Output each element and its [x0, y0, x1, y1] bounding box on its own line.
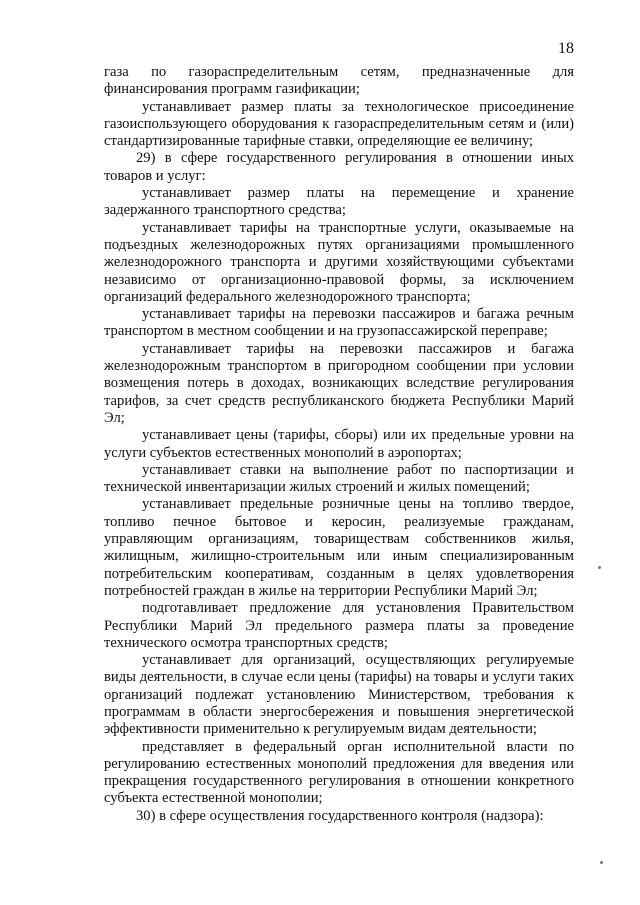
paragraph-suburban-rail-tariffs: устанавливает тарифы на перевозки пассажиров и багажа железнодорожным транспортом в пригородном сообщении при условии возмещения потерь в доходах, возникающих вследствие регулирования тарифов, за счет средств республиканского бюджета Республики Марий Эл;	[104, 340, 574, 426]
paragraph-technical-inspection-fee: подготавливает предложение для установления Правительством Республики Марий Эл предельного размера платы за проведение технического осмотра транспортных средств;	[104, 600, 574, 651]
scan-speck	[600, 861, 603, 864]
paragraph-passportization-rates: устанавливает ставки на выполнение работ по паспортизации и технической инвентаризации жилых строений и жилых помещений;	[104, 461, 574, 496]
item-29-heading: 29) в сфере государственного регулирования в отношении иных товаров и услуг:	[104, 150, 574, 184]
paragraph-monopoly-regulation-proposals: представляет в федеральный орган исполнительной власти по регулированию естественных монополий предложения для введения или прекращения государственного регулирования в отношении конкретного субъекта естественной монополии;	[104, 738, 574, 807]
item-30-heading: 30) в сфере осуществления государственного контроля (надзора):	[136, 807, 544, 824]
paragraph-energy-saving-programs: устанавливает для организаций, осуществляющих регулируемые виды деятельности, в случае если цены (тарифы) на товары и услуги таких организаций подлежат установлению Министерством, требования к программам в области энергосбережения и повышения энергетической эффективности применительно к регулируемым видам деятельности;	[104, 652, 574, 738]
paragraph-gas-connection-fee: устанавливает размер платы за технологическое присоединение газоиспользующего оборудования к газораспределительным сетям и (или) стандартизированные тарифные ставки, определяющие ее величину;	[104, 98, 574, 150]
paragraph-river-transport-tariffs: устанавливает тарифы на перевозки пассажиров и багажа речным транспортом в местном сообщении и на грузопассажирской переправе;	[104, 306, 574, 340]
paragraph-railway-access-tariffs: устанавливает тарифы на транспортные услуги, оказываемые на подъездных железнодорожных путях организациями промышленного железнодорожного транспорта и другими хозяйствующими субъектами независимо от организационно-правовой формы, за исключением организаций федерального железнодорожного транспорта;	[104, 219, 574, 305]
paragraph-fuel-retail-prices: устанавливает предельные розничные цены на топливо твердое, топливо печное бытовое и керосин, реализуемые гражданам, управляющим организациям, товариществам собственников жилья, жилищным, жилищно-строительным или иным специализированным потребительским кооперативам, созданным в целях удовлетворения потребностей граждан в жилье на территории Республики Марий Эл;	[104, 496, 574, 599]
paragraph-airport-monopoly-prices: устанавливает цены (тарифы, сборы) или их предельные уровни на услуги субъектов естественных монополий в аэропортах;	[104, 427, 574, 461]
document-body	[104, 64, 574, 825]
paragraph-gas-financing: газа по газораспределительным сетям, предназначенные для финансирования программ газификации;	[104, 64, 574, 98]
scan-speck	[598, 566, 601, 569]
page-number: 18	[558, 40, 574, 57]
paragraph-vehicle-storage-fee: устанавливает размер платы на перемещение и хранение задержанного транспортного средства;	[104, 185, 574, 219]
